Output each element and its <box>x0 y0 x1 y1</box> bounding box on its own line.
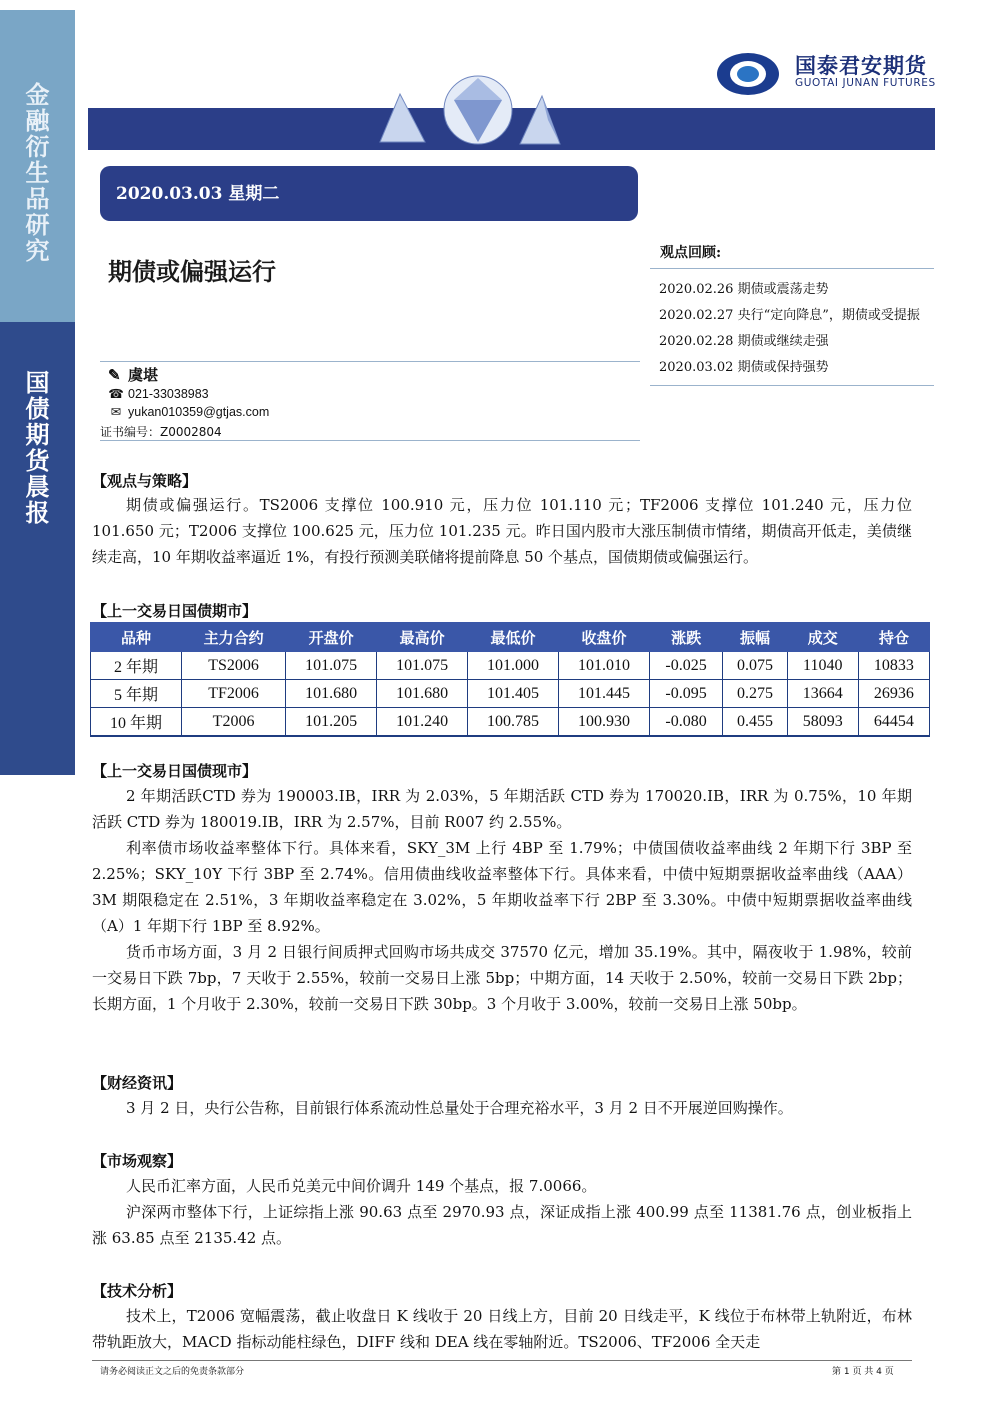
company-name-en: GUOTAI JUNAN FUTURES <box>795 77 936 89</box>
table-cell: 11040 <box>787 652 858 680</box>
footer-divider <box>92 1360 912 1361</box>
sidebar-bottom-label: 国债期货晨报 <box>25 369 50 527</box>
table-cell: 101.075 <box>286 652 377 680</box>
section-title-tech: 【技术分析】 <box>92 1282 183 1300</box>
table-cell: -0.095 <box>649 680 722 708</box>
email-icon: ✉ <box>110 405 122 419</box>
section-title-spot: 【上一交易日国债现市】 <box>92 762 258 780</box>
column-header: 收盘价 <box>558 623 649 652</box>
column-header: 主力合约 <box>181 623 285 652</box>
author-phone-row <box>108 386 209 401</box>
phone-icon: ☎ <box>108 387 124 401</box>
market-paragraph-1: 人民币汇率方面，人民币兑美元中间价调升 149 个基点，报 7.0066。 <box>126 1177 597 1195</box>
sidebar-top-label: 金融衍生品研究 <box>25 81 50 265</box>
review-item: 2020.02.26 期债或震荡走势 <box>659 282 829 297</box>
futures-table <box>90 622 930 737</box>
author-email: yukan010359@gtjas.com <box>128 405 270 419</box>
table-cell: -0.080 <box>649 708 722 737</box>
table-cell: 0.075 <box>723 652 787 680</box>
table-cell: 101.445 <box>558 680 649 708</box>
table-cell: 100.930 <box>558 708 649 737</box>
diamond-graphic <box>370 72 570 152</box>
section-title-strategy: 【观点与策略】 <box>92 472 198 490</box>
author-block <box>108 364 158 385</box>
strategy-paragraph: 期债或偏强运行。TS2006 支撑位 100.910 元，压力位 101.110 元；TF2006 支撑位 101.240 元，压力位 101.650 元；T2006 支撑位 100.625 元，压力位 101.235 元。昨日国内股市大涨压制债市情绪，期债高开低走，美债继续走高，10 年期收益率逼近 1%，有投行预测美联储将提前降息 50 个基点，国债期债或偏强运行。 <box>92 496 912 566</box>
author-divider-bottom <box>100 440 640 441</box>
author-divider-top <box>100 361 640 362</box>
news-paragraph: 3 月 2 日，央行公告称，目前银行体系流动性总量处于合理充裕水平，3 月 2 日不开展逆回购操作。 <box>126 1099 793 1117</box>
column-header: 最高价 <box>377 623 468 652</box>
review-box <box>650 238 934 386</box>
table-cell: 101.240 <box>377 708 468 737</box>
table-cell: -0.025 <box>649 652 722 680</box>
section-title-market: 【市场观察】 <box>92 1152 183 1170</box>
spot-paragraph-2: 利率债市场收益率整体下行。具体来看，SKY_3M 上行 4BP 至 1.79%；中债国债收益率曲线 2 年期下行 3BP 至 2.25%；SKY_10Y 下行 3BP 至 2.74%。信用债曲线收益率整体下行。具体来看，中债中短期票据收益率曲线（AAA）3M 期限稳定在 2.51%，3 年期收益率稳定在 3.02%，5 年期收益率下行 2BP 至 3.30%。中债中短期票据收益率曲线（A）1 年期下行 1BP 至 8.92%。 <box>92 839 912 935</box>
table-cell: T2006 <box>181 708 285 737</box>
review-heading: 观点回顾: <box>650 238 934 269</box>
column-header: 振幅 <box>723 623 787 652</box>
table-cell: 0.275 <box>723 680 787 708</box>
pen-icon: ✎ <box>108 366 121 384</box>
table-cell: 100.785 <box>468 708 559 737</box>
column-header: 最低价 <box>468 623 559 652</box>
table-row <box>91 652 930 680</box>
report-title: 期债或偏强运行 <box>108 258 276 286</box>
table-cell: 0.455 <box>723 708 787 737</box>
spot-paragraph-3: 货币市场方面，3 月 2 日银行间质押式回购市场共成交 37570 亿元，增加 35.19%。其中，隔夜收于 1.98%，较前一交易日下跌 7bp，7 天收于 2.55%，较前一交易日上涨 5bp；中期方面，14 天收于 2.50%，较前一交易日下跌 2bp；长期方面，1 个月收于 2.30%，较前一交易日下跌 30bp。3 个月收于 3.00%，较前一交易日上涨 50bp。 <box>92 943 912 1013</box>
author-email-row <box>108 404 269 419</box>
author-name: 虞堪 <box>128 366 159 384</box>
table-cell: 64454 <box>858 708 929 737</box>
market-paragraph-2: 沪深两市整体下行，上证综指上涨 90.63 点至 2970.93 点，深证成指上涨 400.99 点至 11381.76 点，创业板指上涨 63.85 点至 2135.42 点。 <box>92 1203 912 1247</box>
author-cert: 证书编号：Z0002804 <box>100 425 222 439</box>
table-cell: 10 年期 <box>91 708 182 737</box>
column-header: 持仓 <box>858 623 929 652</box>
section-title-news: 【财经资讯】 <box>92 1074 183 1092</box>
table-cell: 13664 <box>787 680 858 708</box>
column-header: 涨跌 <box>649 623 722 652</box>
table-cell: 26936 <box>858 680 929 708</box>
report-date: 2020.03.03 星期二 <box>116 184 280 204</box>
table-cell: TS2006 <box>181 652 285 680</box>
table-cell: 101.010 <box>558 652 649 680</box>
table-cell: 10833 <box>858 652 929 680</box>
review-list <box>650 269 934 381</box>
review-item: 2020.02.28 期债或继续走强 <box>659 334 829 349</box>
review-divider <box>650 385 934 386</box>
section-title-futures: 【上一交易日国债期市】 <box>92 602 258 620</box>
review-item: 2020.03.02 期债或保持强势 <box>659 360 829 375</box>
table-header-row <box>91 623 930 652</box>
footer-page-number: 第 1 页 共 4 页 <box>832 1367 894 1377</box>
table-cell: 101.680 <box>286 680 377 708</box>
table-cell: 101.205 <box>286 708 377 737</box>
tech-paragraph: 技术上，T2006 宽幅震荡，截止收盘日 K 线收于 20 日线上方，目前 20 日线走平，K 线位于布林带上轨附近，布林带轨距放大，MACD 指标动能柱绿色，DIFF 线和 DEA 线在零轴附近。TS2006、TF2006 全天走 <box>92 1307 912 1351</box>
table-cell: 101.680 <box>377 680 468 708</box>
footer-disclaimer: 请务必阅读正文之后的免责条款部分 <box>100 1367 245 1377</box>
column-header: 开盘价 <box>286 623 377 652</box>
table-cell: 2 年期 <box>91 652 182 680</box>
table-cell: 58093 <box>787 708 858 737</box>
table-cell: 5 年期 <box>91 680 182 708</box>
review-item: 2020.02.27 央行“定向降息”，期债或受提振 <box>659 308 920 323</box>
table-row <box>91 680 930 708</box>
table-cell: 101.075 <box>377 652 468 680</box>
column-header: 成交 <box>787 623 858 652</box>
author-phone: 021-33038983 <box>128 387 209 401</box>
table-cell: TF2006 <box>181 680 285 708</box>
table-cell: 101.405 <box>468 680 559 708</box>
company-name-cn: 国泰君安期货 <box>795 54 927 78</box>
spot-paragraph-1: 2 年期活跃CTD 券为 190003.IB，IRR 为 2.03%，5 年期活跃 CTD 券为 170020.IB，IRR 为 0.75%，10 年期活跃 CTD 券为 180019.IB，IRR 为 2.57%，目前 R007 约 2.55%。 <box>92 787 912 831</box>
column-header: 品种 <box>91 623 182 652</box>
table-cell: 101.000 <box>468 652 559 680</box>
date-banner <box>100 166 638 221</box>
table-row <box>91 708 930 737</box>
